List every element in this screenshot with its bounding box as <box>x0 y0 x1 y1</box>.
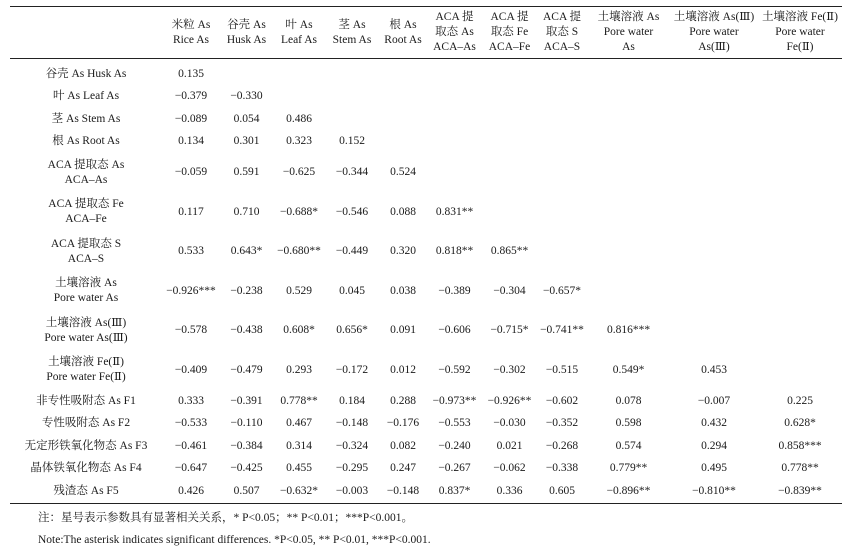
table-row <box>10 86 842 109</box>
correlation-cell <box>427 131 482 154</box>
correlation-cell <box>482 153 537 193</box>
correlation-cell: 0.574 <box>615 439 642 452</box>
correlation-cell: −0.324 <box>335 439 369 452</box>
correlation-cell: −0.606 <box>438 324 471 337</box>
correlation-cell: 0.320 <box>390 245 416 258</box>
correlation-cell: −0.632* <box>279 484 319 497</box>
correlation-cell <box>379 86 427 109</box>
correlation-cell: −0.267 <box>438 462 471 475</box>
correlation-cell: 0.643* <box>230 245 263 258</box>
table-row <box>10 413 842 436</box>
correlation-cell <box>758 86 842 109</box>
table-row <box>10 232 842 272</box>
correlation-cell: 0.486 <box>286 112 312 125</box>
row-label: 土壤溶液 Fe(Ⅱ) Pore water Fe(Ⅱ) <box>46 356 126 384</box>
correlation-cell: −0.344 <box>335 166 369 179</box>
correlation-cell: 0.117 <box>178 205 204 218</box>
correlation-cell <box>758 59 842 86</box>
correlation-cell <box>758 232 842 272</box>
correlation-cell: −0.425 <box>230 462 263 475</box>
note-english: Note:The asterisk indicates significant differences. *P<0.05, ** P<0.01, ***P<0.001. <box>38 533 431 546</box>
correlation-cell: −0.461 <box>174 439 208 452</box>
correlation-cell <box>758 272 842 312</box>
row-label: 非专性吸附态 As F1 <box>36 394 136 407</box>
correlation-cell: 0.336 <box>496 484 523 497</box>
correlation-cell: 0.054 <box>233 112 260 125</box>
column-header: 叶 As Leaf As <box>280 18 318 46</box>
correlation-cell <box>427 108 482 131</box>
correlation-cell: 0.453 <box>701 363 727 376</box>
correlation-cell: −0.062 <box>493 462 526 475</box>
correlation-cell: −0.059 <box>174 166 208 179</box>
correlation-cell <box>482 59 537 86</box>
correlation-cell <box>758 108 842 131</box>
correlation-cell: 0.021 <box>496 439 523 452</box>
correlation-cell: 0.495 <box>701 462 727 475</box>
column-header: 谷壳 As Husk As <box>226 18 267 46</box>
correlation-cell: 0.432 <box>701 417 727 430</box>
correlation-cell: −0.330 <box>230 90 263 103</box>
correlation-cell <box>482 193 537 233</box>
correlation-cell <box>587 108 670 131</box>
row-label: 残渣态 As F5 <box>53 484 119 497</box>
correlation-cell: −0.578 <box>174 324 208 337</box>
correlation-cell: −0.926** <box>487 394 532 407</box>
correlation-cell: 0.524 <box>390 166 416 179</box>
correlation-cell: −0.003 <box>335 484 369 497</box>
correlation-cell: −0.533 <box>174 417 208 430</box>
correlation-cell: −0.379 <box>174 90 208 103</box>
correlation-cell: −0.148 <box>335 417 369 430</box>
correlation-cell: −0.592 <box>438 363 471 376</box>
correlation-cell: 0.294 <box>701 439 727 452</box>
correlation-cell: 0.831** <box>435 205 474 218</box>
correlation-cell: −0.896** <box>606 484 651 497</box>
correlation-cell: 0.818** <box>435 245 474 258</box>
correlation-cell: −0.176 <box>386 417 420 430</box>
correlation-cell: −0.810** <box>692 484 736 497</box>
note-chinese: 注：星号表示参数具有显著相关关系，* P<0.05；** P<0.01；***P<0.001。 <box>38 511 414 524</box>
correlation-cell <box>537 232 587 272</box>
correlation-cell: −0.007 <box>697 394 731 407</box>
table-header-row <box>10 7 842 59</box>
correlation-cell: −0.715* <box>490 324 529 337</box>
column-header: 茎 As Stem As <box>332 18 372 46</box>
column-header: ACA 提 取态 Fe ACA–Fe <box>488 11 531 53</box>
correlation-cell: 0.628* <box>784 417 816 430</box>
correlation-cell: 0.533 <box>178 245 204 258</box>
correlation-cell: −0.449 <box>335 245 369 258</box>
table-row <box>10 193 842 233</box>
correlation-cell <box>758 193 842 233</box>
table-row <box>10 131 842 154</box>
correlation-cell: 0.134 <box>178 135 204 148</box>
correlation-cell: −0.546 <box>335 205 369 218</box>
correlation-cell: 0.779** <box>609 462 648 475</box>
correlation-cell: 0.288 <box>390 394 416 407</box>
correlation-cell: 0.865** <box>490 245 529 258</box>
correlation-cell: −0.302 <box>493 363 526 376</box>
correlation-cell: 0.088 <box>390 205 416 218</box>
correlation-cell: −0.148 <box>386 484 420 497</box>
row-label: ACA 提取态 Fe ACA–Fe <box>48 198 124 226</box>
correlation-cell <box>670 59 758 86</box>
correlation-cell: 0.608* <box>283 324 315 337</box>
row-label: 谷壳 As Husk As <box>45 67 127 80</box>
correlation-cell: −0.391 <box>230 394 263 407</box>
correlation-cell: 0.529 <box>286 284 312 297</box>
correlation-cell: −0.238 <box>230 284 263 297</box>
correlation-cell: −0.625 <box>282 166 316 179</box>
correlation-cell <box>587 272 670 312</box>
column-header: 土壤溶液 Fe(Ⅱ) Pore water Fe(Ⅱ) <box>762 11 838 53</box>
correlation-cell <box>670 311 758 351</box>
correlation-cell <box>482 131 537 154</box>
correlation-cell: −0.295 <box>335 462 369 475</box>
correlation-cell: 0.135 <box>178 67 204 80</box>
correlation-cell <box>427 59 482 86</box>
correlation-cell: −0.680** <box>277 245 321 258</box>
correlation-cell: 0.549* <box>612 363 645 376</box>
correlation-cell <box>537 193 587 233</box>
correlation-cell: −0.839** <box>778 484 822 497</box>
correlation-cell <box>427 86 482 109</box>
correlation-cell <box>670 272 758 312</box>
correlation-cell: 0.455 <box>286 462 312 475</box>
correlation-cell: 0.293 <box>286 363 312 376</box>
correlation-cell <box>758 351 842 391</box>
correlation-cell: −0.602 <box>545 394 579 407</box>
correlation-cell <box>537 86 587 109</box>
correlation-cell: 0.858*** <box>778 439 822 452</box>
correlation-cell: 0.656* <box>336 324 368 337</box>
correlation-cell <box>670 86 758 109</box>
correlation-cell: 0.426 <box>178 484 204 497</box>
correlation-cell: 0.301 <box>233 135 260 148</box>
correlation-cell: 0.323 <box>286 135 312 148</box>
table-row <box>10 458 842 481</box>
correlation-cell <box>427 153 482 193</box>
correlation-cell: −0.352 <box>545 417 579 430</box>
table-row <box>10 108 842 131</box>
correlation-cell: 0.778** <box>781 462 819 475</box>
table-row <box>10 435 842 458</box>
correlation-cell <box>587 131 670 154</box>
correlation-cell: 0.778** <box>280 394 318 407</box>
correlation-cell: −0.647 <box>174 462 208 475</box>
correlation-cell: −0.657* <box>542 284 582 297</box>
table-row <box>10 272 842 312</box>
correlation-cell: −0.973** <box>432 394 477 407</box>
correlation-cell: −0.389 <box>438 284 471 297</box>
table-row <box>10 153 842 193</box>
correlation-cell: 0.012 <box>390 363 416 376</box>
column-header: ACA 提 取态 S ACA–S <box>542 11 582 53</box>
correlation-cell <box>670 193 758 233</box>
row-label: 专性吸附态 As F2 <box>41 417 131 430</box>
correlation-cell <box>758 311 842 351</box>
correlation-cell <box>482 108 537 131</box>
table-row <box>10 480 842 503</box>
correlation-cell: 0.225 <box>787 394 813 407</box>
correlation-cell <box>670 153 758 193</box>
correlation-cell: −0.110 <box>230 417 263 430</box>
correlation-cell: 0.184 <box>339 394 365 407</box>
row-label: 叶 As Leaf As <box>52 90 120 103</box>
correlation-cell <box>537 153 587 193</box>
correlation-cell <box>325 108 379 131</box>
correlation-cell: 0.598 <box>615 417 642 430</box>
row-label: 土壤溶液 As(Ⅲ) Pore water As(Ⅲ) <box>44 316 128 344</box>
correlation-cell: 0.045 <box>339 284 365 297</box>
correlation-cell: −0.030 <box>493 417 526 430</box>
row-label: 土壤溶液 As Pore water As <box>53 277 119 305</box>
correlation-cell: −0.553 <box>438 417 471 430</box>
table-row <box>10 351 842 391</box>
correlation-cell: −0.741** <box>540 324 584 337</box>
table-row <box>10 390 842 413</box>
correlation-cell <box>220 59 273 86</box>
correlation-cell: −0.409 <box>174 363 208 376</box>
correlation-cell <box>537 108 587 131</box>
table-notes <box>10 511 842 555</box>
column-header: 土壤溶液 As Pore water As <box>597 11 660 53</box>
correlation-cell: 0.082 <box>390 439 416 452</box>
correlation-cell <box>325 86 379 109</box>
column-header: 米粒 As Rice As <box>171 18 211 46</box>
correlation-cell: −0.338 <box>545 462 579 475</box>
correlation-cell <box>325 59 379 86</box>
correlation-cell <box>587 86 670 109</box>
correlation-cell <box>482 86 537 109</box>
correlation-cell: 0.467 <box>286 417 312 430</box>
correlation-table <box>10 6 842 504</box>
correlation-cell: −0.515 <box>545 363 579 376</box>
correlation-cell: −0.688* <box>279 205 319 218</box>
row-label: 晶体铁氧化物态 As F4 <box>30 462 142 475</box>
correlation-cell: −0.438 <box>230 324 263 337</box>
correlation-cell: 0.837* <box>438 484 471 497</box>
correlation-cell: 0.605 <box>549 484 575 497</box>
correlation-cell <box>587 232 670 272</box>
correlation-cell <box>379 131 427 154</box>
correlation-cell: 0.710 <box>233 205 260 218</box>
correlation-cell <box>537 59 587 86</box>
correlation-cell <box>273 59 325 86</box>
correlation-cell: −0.926*** <box>166 284 216 297</box>
correlation-cell: −0.089 <box>174 112 208 125</box>
correlation-cell: 0.091 <box>390 324 416 337</box>
correlation-cell: 0.152 <box>339 135 365 148</box>
correlation-cell: 0.333 <box>178 394 204 407</box>
correlation-cell <box>670 131 758 154</box>
column-header-blank <box>10 7 162 59</box>
correlation-cell <box>379 59 427 86</box>
table-row <box>10 311 842 351</box>
correlation-cell: −0.384 <box>230 439 263 452</box>
row-label: 茎 As Stem As <box>51 112 121 125</box>
correlation-table-container <box>10 6 842 555</box>
correlation-cell <box>273 86 325 109</box>
correlation-cell <box>587 193 670 233</box>
correlation-cell: 0.314 <box>286 439 312 452</box>
correlation-cell: 0.247 <box>390 462 416 475</box>
correlation-cell: −0.172 <box>335 363 369 376</box>
row-label: ACA 提取态 S ACA–S <box>50 237 122 265</box>
correlation-cell: −0.479 <box>230 363 263 376</box>
correlation-cell <box>537 131 587 154</box>
column-header: 根 As Root As <box>384 18 422 46</box>
correlation-cell <box>587 153 670 193</box>
correlation-cell: 0.038 <box>390 284 416 297</box>
row-label: 无定形铁氧化物态 As F3 <box>24 439 148 452</box>
correlation-cell: 0.591 <box>233 166 260 179</box>
correlation-cell: 0.507 <box>233 484 260 497</box>
table-row <box>10 59 842 86</box>
correlation-cell <box>670 232 758 272</box>
correlation-cell: −0.268 <box>545 439 579 452</box>
correlation-cell: −0.240 <box>438 439 471 452</box>
table-body <box>10 59 842 504</box>
correlation-cell: 0.078 <box>615 394 642 407</box>
row-label: 根 As Root As <box>52 135 120 148</box>
correlation-cell <box>379 108 427 131</box>
correlation-cell: 0.816*** <box>606 324 651 337</box>
column-header: ACA 提 取态 As ACA–As <box>433 11 476 53</box>
correlation-cell <box>758 153 842 193</box>
row-label: ACA 提取态 As ACA–As <box>47 158 125 186</box>
column-header: 土壤溶液 As(Ⅲ) Pore water As(Ⅲ) <box>673 11 755 53</box>
correlation-cell <box>587 59 670 86</box>
correlation-cell: −0.304 <box>493 284 526 297</box>
correlation-cell <box>670 108 758 131</box>
correlation-cell <box>758 131 842 154</box>
